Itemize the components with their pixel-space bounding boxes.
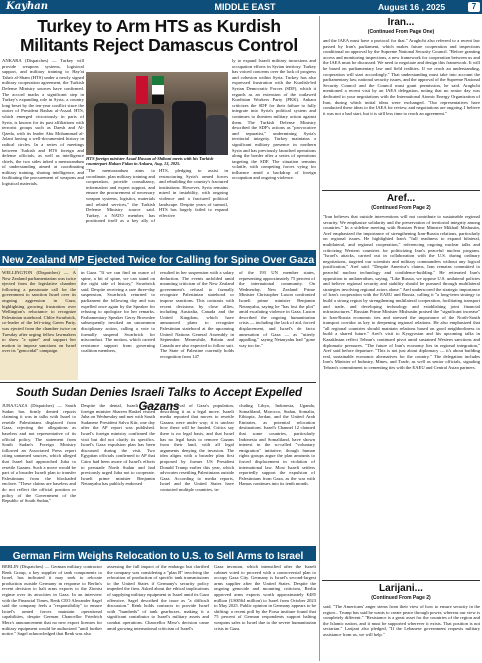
person-figure-left xyxy=(94,103,128,155)
nz-column-3: resulted in her suspension with a salary deduction. The events unfolded amid mounting criticism of the New Zealand government's refusal to formally recognize Palestinian statehood or impose sanctions. This contrasts with recent decisions by close allies, including Australia, Canada and the United Kingdom, which have announced plans to recognize Palestinian statehood at the upcoming United Nations General Assembly in September. Meanwhile, Britain and Canada are also expected to follow suit. The State of Palestine currently holds recognition from 147 xyxy=(160,270,234,359)
person-figure-center xyxy=(132,109,164,155)
larijani-continued-note: (Continued From Page 2) xyxy=(371,595,431,601)
aref-headline: Aref... xyxy=(386,193,416,204)
turkey-headline: Turkey to Arm HTS as Kurdish Militants Reject Damascus Control xyxy=(20,16,298,55)
germany-headline: German Firm Weighs Relocation to U.S. to Sell Arms to Israel xyxy=(12,551,304,562)
germany-column-2: assessing the full impact of the embargo but clarified the company was considering a "plan B" involving the relocation of production of specific tank transmissions to the United States if Germany's security policy impeded the firm. Asked about the ethical implications of supplying military equipment to Israel amid its Gaza offensive, Sagel described the issue as "a difficult discussion." Renk holds contracts to provide Israel with "hundreds" of tank gearboxes, making it a significant contributor to Israel's military assets and combat operations. Chancellor Merz's decision came amid growing international criticism of Israel's xyxy=(107,564,209,631)
south-sudan-column-3: the removal of Gaza's population, describing it as a legal move. Israeli media reported that moves to resettle Gazans were under way; it is unclear how these will be funded. Critics say there is no legal basis, and that Israel has no legal basis to remove Gazans from their land, with all legal arguments denying the invasion. The idea aligns with a broader plan first proposed by former US President Donald Trump earlier this year, which advocates resettling Palestinians outside Gaza. According to media reports, Israel and the United States have contacted multiple countries, in- xyxy=(160,403,234,492)
south-sudan-headline: South Sudan Denies Israeli Talks to Accept Expelled Gazans xyxy=(15,387,303,413)
page-number: 7 xyxy=(468,2,480,12)
south-sudan-column-1: JUBA/GAZA (Dispatches) — South Sudan has firmly denied reports claiming it was in talks with Israel to resettle Palestinians displaced from Gaza, rejecting the allegations as baseless and not representative of its official policy. The statement from South Sudan's Foreign Ministry followed an Associated Press report citing unnamed sources, which alleged that Israel had approached Juba to resettle Gazans. Such a move would be part of a broader Israeli plan to transfer Palestinians from the blockaded enclave. "These claims are baseless and do not reflect the official position or policy of the Government of the Republic of South Sudan," xyxy=(2,403,76,504)
masthead-bar xyxy=(0,0,482,14)
turkey-photo xyxy=(86,72,228,155)
iran-headline: Iran... xyxy=(387,17,415,28)
syrian-flag-image xyxy=(152,76,164,104)
section-divider xyxy=(0,382,316,383)
column-divider xyxy=(319,16,320,661)
person-figure-edge xyxy=(206,115,228,155)
right-divider-1 xyxy=(322,190,480,191)
germany-column-1: BERLIN (Dispatches) — German military contractor Renk Group, a key supplier of tank components to Israel, has indicated it may seek to relocate production outside Germany in response to Berlin's recent decision to halt arms exports to the Zionist regime over its atrocities in Gaza. In an interview with the Financial Times, Renk CEO Alexander Sagel said the company feels a "responsibility" to ensure Israel's armed forces maintain operational capabilities, despite German Chancellor Friedrich Merz's announcement that no new export licenses for military equipment would be authorized "until further notice." Sagel acknowledged that Renk was also xyxy=(2,564,102,637)
south-sudan-column-2: Despite the denial, Israeli deputy foreign minister Sharren Haskel visited Juba on Wednesday and met with South Sudanese President Salva Kiir, one day after the AP report was published. Israel's foreign ministry confirmed the visit but did not clarify its specifics. Israel's Gaza expulsion plan has been discussed during the visit. Two Egyptian officials confirmed to AP that Cairo had been aware of Israel's efforts to persuade North Sudan and had previously urged Juba not to cooperate. Israeli prime minister Benjamin Netanyahu has publicly endorsed xyxy=(81,403,155,487)
larijani-headline: Larijani... xyxy=(379,583,423,594)
nz-column-2: in Gaza. "If we can find an ounce of spine, a bit of spine, we can stand on the right side of history," Swarbrick said. Despite receiving a rare three-day suspension, Swarbrick returned to parliament the following day and was expelled once again by the Speaker for refusing to apologize for her remarks. Parliamentary Speaker Gerry Brownlee subsequently invoked an uncommon disciplinary action, calling a vote to formally suspend Swarbrick for misconduct. The motion, which carried resistance support from governing coalition members, xyxy=(81,270,155,354)
issue-date: August 16 , 2025 xyxy=(378,2,446,12)
turkey-column-3: ly to expand Israeli military incursions and occupation efforts in Syrian territory. Turkey has voiced concerns over the lack of progress and cohesion within Syria. Turkey has also expressed frustration with the Kurdish-led Syrian Democratic Forces (SDF), which it regards as an extension of the outlawed Kurdistan Workers Party (PKK). Ankara criticizes the SDF for their failure to fully integrate into Syria's political system and continues to threaten military action against them. The Turkish Defense Ministry described the SDF's actions as "provocative and separatist," undermining Syria's territorial integrity. Turkey maintains a significant military presence in northern Syria and has previously launched operations along the border after a series of operations targeting the SDF. The situation remains volatile, with competing forces vying for influence amid a backdrop of foreign occupation and ongoing violence. xyxy=(232,58,316,181)
aref-body: "Iran believes that outside interventions will not contribute to sustainable regional security. We emphasize solidarity and the preservation of territorial integrity among countries." In a sideline meeting with Russian Prime Minister Mikhail Mishustin, Aref emphasized the importance of strengthening Iran-Russia relations, particularly on regional issues. He highlighted Iran's "full readiness to expand bilateral, multilateral, and regional cooperation," referencing ongoing nuclear talks and criticizing Western countries for politicizing Iran's peaceful nuclear program. "Israel's attacks, carried out in collaboration with the U.S. during ordinary negotiations, targeted our scientists and military commanders without any logical justification," Aref said. "Despite America's claims, Iran remains committed to peaceful nuclear technology and confidence-building." He reiterated Iran's opposition to unilateralism, saying, "Like Russia, we oppose U.S. unilateral policies and believe regional security and stability should be pursued through multilateral strategies involving regional actors alone." Aref underscored the strategic importance of Iran's cooperation with the EAEU and Russia, calling it "a long-term strategy to build a strong region by strengthening multilateral cooperation, facilitating transport and trade, and developing technology and establishing joint financial infrastructures." Russian Prime Minister Mishustin praised the "significant increase" in Iran-Russia economic ties and stressed the importance of the North-South transport corridor as key to deepening regional relations. He also emphasized that "all regional countries should maintain relations based on good neighborliness to build a shared future." Aref's visit to Kyrgyzstan and his upcoming talks in Kazakhstan reflect Tehran's continued pivot amid sustained Western sanctions and diplomatic pressures. "The future of Iran's economy lies in regional integration," Aref said before departure. "This is not just about diplomacy — it's about building real, sustainable economic alternatives for the country." The delegation includes Iran's Minister of Industry, Mines, and Trade, as well as senior officials, signaling Tehran's commitment to cementing ties with the EAEU and Central Asian partners. xyxy=(323,214,480,371)
photo-caption: HTS foreign minister Assad Hassan al-Shibani meets with his Turkish counterpart Hakan Fidan in Ankara, Aug. 13, 2025. xyxy=(86,156,214,167)
newspaper-logo: Kayhan xyxy=(6,1,49,12)
turkish-flag-image xyxy=(136,76,148,104)
aref-continued-note: (Continued From Page 2) xyxy=(371,205,431,211)
nz-headline-banner xyxy=(0,250,316,266)
nz-column-1: WELLINGTON (Dispatches) — A New Zealand parliamentarian was twice ejected from the legislative chamber following a passionate call for the government to sanction Israel over its ongoing aggression in Gaza, highlighting growing frustration over Wellington's reluctance to recognize Palestinian statehood. Chlöe Swarbrick, co-leader of the left-wing Green Party, was ejected from the chamber twice on Tuesday after urging fellow lawmakers to show "a spine" and support her motion to impose sanctions on Israel over its "genocidal" campaign xyxy=(2,270,76,354)
nz-headline: New Zealand MP Ejected Twice for Calling for Spine Over Gaza xyxy=(1,254,315,266)
south-sudan-column-4: cluding Libya, Indonesia, Uganda, Somaliland, Morocco, Sudan, Somalia, Ethiopia, Jordan, and the United Arab Emirates, as potential relocation destinations. Israel's Channel 12 claimed that some countries, particularly Indonesia and Somaliland, have shown interest in the so-called "voluntary emigration" initiative, though human rights groups argue the plan amounts to forced displacement in violation of international law. Most Israeli settlers reportedly support the expulsion of Palestinians from Gaza, as the war with Hamas continues into its tenth month. xyxy=(239,403,315,487)
nz-column-4: of the 193 UN member states, representing approximately 75 percent of the international community. On Wednesday, New Zealand Prime Minister Christopher Luxon confronted Israeli prime minister Benjamin Netanyahu, saying he "has lost the plot" amid escalating violence in Gaza. Luxon described the ongoing humanitarian crisis — including the lack of aid, forced displacement, and Israel's de facto annexation of Gaza — as "utterly appalling," saying Netanyahu had "gone way too far." xyxy=(239,270,315,348)
right-divider-2 xyxy=(322,580,480,581)
section-label: MIDDLE EAST xyxy=(214,2,276,12)
larijani-body: said, "The Americans' anger stems from their view of how to ensure security in the region... Trump has said he wants to create peace through power, whereas our view is completely different." "Resistance is a great asset for the countries of the region and the Islamic nation, and it must be supported wherever it exists. That position is not sectarian." Larijani also pledged, "If the Lebanese government requests military assistance from us, we will help." xyxy=(323,604,480,637)
iran-continued-note: (Continued From Page One) xyxy=(367,29,435,35)
turkey-column-1: ANKARA (Dispatches) — Turkey will provide weapons systems, logistical support, and military training to Hay'at Tahrir al-Sham (HTS) under a newly signed military cooperation agreement, the Turkish Defense Ministry sources have confirmed. The accord marks a significant step in Turkey's expanding role in Syria, a country long beset by the ten-year conflict since the ouster of President Bashar al-Assad. HTS, which emerged victoriously in parts of Syria, is known for its past affiliations with terrorist groups such as Daesh and Al-Qaeda, with its leader Abu Mohammad al-Jolani having a well-documented history in radical circles. In a series of meetings between Turkish and HTS foreign and defense officials, as well as intelligence chiefs, the two sides inked a memorandum of understanding aimed at coordinating military training, sharing intelligence, and facilitating the procurement of weapons and logistical materials. xyxy=(2,58,84,187)
iran-body: and the IAEA must have a protocol for that." Araghchi also referred to a recent law passed by Iran's parliament, which makes future cooperation and inspections conditional on approval by the Supreme National Security Council. "Before granting access and monitoring inspections, a new framework for cooperation between us and the IAEA must be discussed. We need to negotiate and design this framework. It will be based on parliamentary law and field realities. If we reach an understanding, cooperation will start accordingly." That understanding must take into account the parliamentary law, national security issues, and the approval of the Supreme National Security Council and the Council must grant permission, he said. Araghchi mentioned a recent visit by an IAEA delegation, noting that no senior day was dedicated to your negotiations with the International Atomic Energy Organization of Iran, during which initial ideas were exchanged. "Our representatives have conducted these ideas to the IAEA for review, and negotiations are ongoing. I believe it was not a bad start, but it is still less time to reach an agreement." xyxy=(323,38,480,116)
germany-column-3: Gaza invasion, which intensified after the Israeli cabinet voted to proceed with a controversial plan to occupy Gaza City. Germany is Israel's second-largest arms supplier after the United States. Despite the ongoing genocide and mounting criticism, Berlin approved arms exports worth approximately €485 million (US$564 million) to Israel from October 2023 to May 2025. Public opinion in Germany appears to be shifting: a recent poll by the Forsa institute found that 75 percent of German respondents support halting weapons sales to Israel due to the severe humanitarian crisis in Gaza. xyxy=(214,564,316,631)
germany-headline-banner xyxy=(0,546,316,561)
person-figure-right xyxy=(172,101,206,155)
turkey-column-2: "The memorandum aims to coordinate, plan military training and cooperation, provide consultancy, information and expert support, and ensure the procurement of necessary weapon systems, logistics, materials and related services," the Turkish Defense Ministry source said. Turkey, a NATO member, has positioned itself as a key ally of HTS, pledging to assist in restructuring Syria's armed forces and rebuilding the country's fractured institutions. However, Syria remains mired in instability, with ongoing violence and a fractured political landscape. Despite years of turmoil, HTS has largely failed to expand effective xyxy=(86,168,228,224)
